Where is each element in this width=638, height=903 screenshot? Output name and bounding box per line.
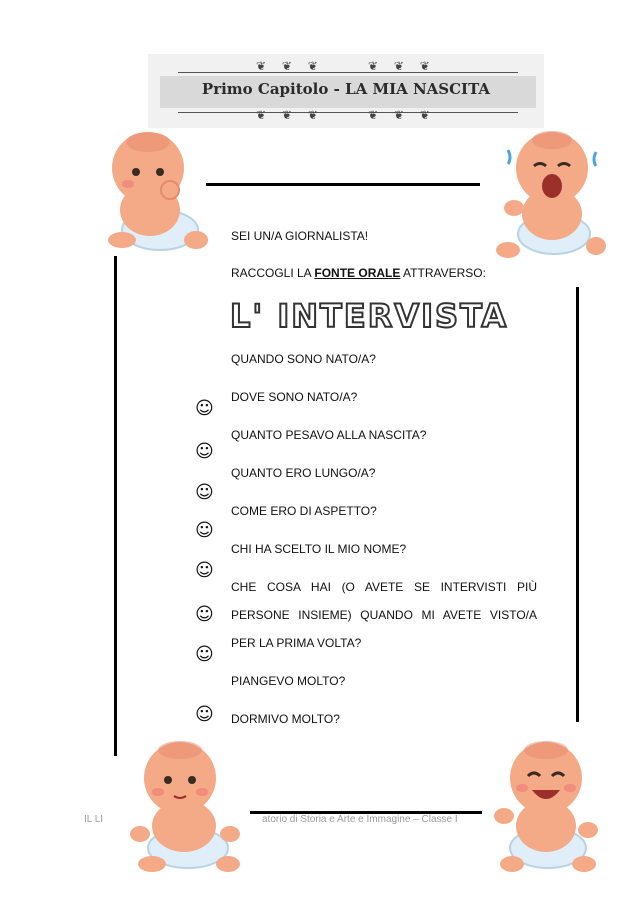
- fonte-orale-emphasis: FONTE ORALE: [314, 266, 401, 280]
- interview-headline: L' INTERVISTA: [230, 297, 509, 335]
- question-long-line-2: PERSONE INSIEME) QUANDO MI AVETE VISTO/A: [231, 608, 537, 622]
- baby-sitting-icon: [118, 734, 250, 874]
- baby-laughing-icon: [484, 734, 608, 874]
- smiley-icon: ☺: [195, 560, 214, 581]
- ornament-icon: ❦ ❦ ❦: [368, 108, 436, 122]
- footer-left-text: IL LI: [84, 814, 104, 825]
- ornament-icon: ❦ ❦ ❦: [256, 108, 324, 122]
- intro-suffix: ATTRAVERSO:: [400, 266, 486, 280]
- question-item: CHI HA SCELTO IL MIO NOME?: [231, 542, 407, 556]
- baby-thinking-icon: [100, 122, 212, 254]
- smiley-icon: ☺: [195, 520, 214, 541]
- ornament-icon: ❦ ❦ ❦: [256, 59, 324, 73]
- intro-prefix: RACCOGLI LA: [231, 266, 315, 280]
- question-item: QUANDO SONO NATO/A?: [231, 352, 376, 366]
- smiley-icon: ☺: [195, 644, 214, 665]
- chapter-title: Primo Capitolo - LA MIA NASCITA: [201, 80, 491, 98]
- smiley-icon: ☺: [195, 398, 214, 419]
- footer-right-text: atorio di Storia e Arte e Immagine – Classe I: [262, 814, 458, 825]
- ornament-icon: ❦ ❦ ❦: [368, 59, 436, 73]
- smiley-icon: ☺: [195, 604, 214, 625]
- banner-top-rule: [178, 72, 518, 73]
- smiley-icon: ☺: [195, 482, 214, 503]
- frame-right-line: [576, 287, 579, 722]
- baby-crying-icon: [494, 122, 606, 262]
- question-long-line-3: PER LA PRIMA VOLTA?: [231, 636, 362, 650]
- question-item: DORMIVO MOLTO?: [231, 712, 340, 726]
- smiley-icon: ☺: [195, 704, 214, 725]
- smiley-icon: ☺: [195, 441, 214, 462]
- question-item: PIANGEVO MOLTO?: [231, 674, 346, 688]
- question-item: COME ERO DI ASPETTO?: [231, 504, 377, 518]
- question-item: DOVE SONO NATO/A?: [231, 390, 358, 404]
- intro-line-1: SEI UN/A GIORNALISTA!: [231, 229, 369, 243]
- intro-line-2: [231, 266, 486, 280]
- question-item: QUANTO ERO LUNGO/A?: [231, 466, 376, 480]
- banner-bottom-rule: [178, 112, 518, 113]
- frame-left-line: [114, 256, 117, 756]
- question-item: QUANTO PESAVO ALLA NASCITA?: [231, 428, 427, 442]
- chapter-banner: [148, 54, 544, 128]
- frame-top-line: [206, 183, 480, 186]
- question-long-line-1: CHE COSA HAI (O AVETE SE INTERVISTI PIÙ: [231, 580, 537, 594]
